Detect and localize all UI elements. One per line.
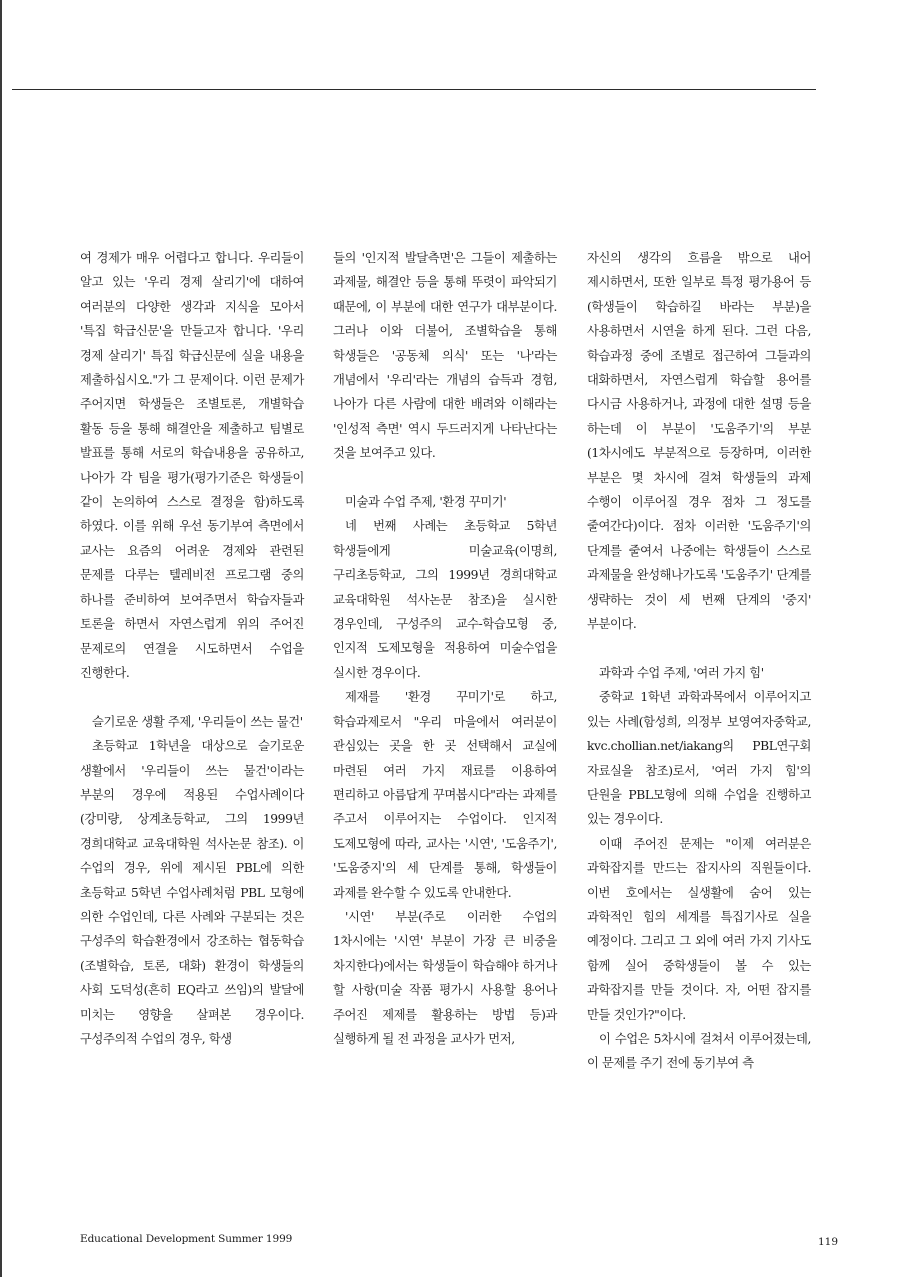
footer-page-number: 119	[818, 1236, 839, 1248]
body-paragraph: 초등학교 1학년을 대상으로 슬기로운 생활에서 '우리들이 쓰는 물건'이라는 부분의 경우에 적용된 수업사례이다(강미량, 상계초등학교, 그의 1999년 경희대학교 교육대학원 석사논문 참조). 이 수업의 경우, 위에 제시된 PBL에 의한 초등학교 5학년 수업사례처럼 PBL 모형에 의한 수업인데, 다른 사례와 구분되는 것은 구성주의 학습환경에서 강조하는 협동학습(조별학습, 토론, 대화) 환경이 학생들의 사회 도덕성(흔히 EQ라고 쓰임)의 발달에 미치는 영향을 살펴본 경우이다. 구성주의적 수업의 경우, 학생	[80, 739, 304, 1046]
paragraph-spacer	[80, 685, 304, 709]
body-paragraph: 네 번째 사례는 초등학교 5학년 학생들에게 미술교육(이명희, 구리초등학교, 그의 1999년 경희대학교 교육대학원 석사논문 참조)을 실시한 경우인데, 구성주의 교수-학습모형 중, 인지적 도제모형을 적용하여 미술수업을 실시한 경우이다.	[333, 519, 557, 680]
body-paragraph: 이 수업은 5차시에 걸쳐서 이루어졌는데, 이 문제를 주기 전에 동기부여 측	[587, 1031, 811, 1071]
section-heading: 과학과 수업 주제, '여러 가지 힘'	[599, 665, 764, 680]
text-column-3	[587, 246, 811, 1076]
body-paragraph: '시연' 부분(주로 이러한 수업의 1차시에는 '시연' 부분이 가장 큰 비중을 차지한다)에서는 학생들이 학습해야 하거나 할 사항(미술 작품 평가시 사용할 용어나 주어진 제제를 활용하는 방법 등)과 실행하게 될 전 과정을 교사가 먼저,	[333, 909, 557, 1046]
body-paragraph: 이때 주어진 문제는 "이제 여러분은 과학잡지를 만드는 잡지사의 직원들이다. 이번 호에서는 실생활에 숨어 있는 과학적인 힘의 세계를 특집기사로 실을 예정이다. 그리고 그 외에 여러 가지 기사도 함께 실어 중학생들이 볼 수 있는 과학잡지를 만들 것이다. 자, 어떤 잡지를 만들 것인가?"이다.	[587, 836, 811, 1022]
footer-journal-name: Educational Development Summer 1999	[80, 1233, 293, 1245]
body-paragraph: 자신의 생각의 흐름을 밖으로 내어 제시하면서, 또한 일부로 특정 평가용어 등(학생들이 학습하길 바라는 부분)을 사용하면서 시연을 하게 된다. 그런 다음, 학습과정 중에 조별로 접근하여 그들과의 대화하면서, 자연스럽게 학습할 용어를 다시금 사용하거나, 과정에 대한 설명 등을 하는데 이 부분이 '도움주기'의 부분(1차시에도 부분적으로 등장하며, 이러한 부분은 몇 차시에 걸쳐 학생들의 과제 수행이 이루어질 경우 점차 그 정도를 줄여간다)이다. 점차 이러한 '도움주기'의 단계를 줄여서 나중에는 학생들이 스스로 과제물을 완성해나가도록 '도움주기' 단계를 생략하는 것이 세 번째 단계의 '중지' 부분이다.	[587, 251, 811, 632]
section-heading: 슬기로운 생활 주제, '우리들이 쓰는 물건'	[92, 714, 303, 729]
section-heading: 미술과 수업 주제, '환경 꾸미기'	[345, 495, 507, 510]
paragraph-spacer	[587, 637, 811, 661]
body-paragraph: 제재를 '환경 꾸미기'로 하고, 학습과제로서 "우리 마을에서 여러분이 관심있는 곳을 한 곳 선택해서 교실에 마련된 여러 가지 재료를 이용하여 편리하고 아름답게 꾸며봅시다"라는 과제를 주고서 이루어지는 수업이다. 인지적 도제모형에 따라, 교사는 '시연', '도움주기', '도움중지'의 세 단계를 통해, 학생들이 과제를 완수할 수 있도록 안내한다.	[333, 690, 557, 900]
body-paragraph: 들의 '인지적 발달측면'은 그들이 제출하는 과제물, 해결안 등을 통해 뚜렷이 파악되기 때문에, 이 부분에 대한 연구가 대부분이다. 그러나 이와 더불어, 조별학습을 통해 학생들은 '공동체 의식' 또는 '나'라는 개념에서 '우리'라는 개념의 습득과 경험, 나아가 다른 사람에 대한 배려와 이해라는 '인성적 측면' 역시 두드러지게 나타난다는 것을 보여주고 있다.	[333, 251, 557, 461]
body-paragraph: 중학교 1학년 과학과목에서 이루어지고 있는 사례(함성희, 의정부 보영여자중학교, kvc.chollian.net/iakang의 PBL연구회 자료실을 참조)로서, '여러 가지 힘'의 단원을 PBL모형에 의해 수업을 진행하고 있는 경우이다.	[587, 690, 811, 827]
page-edge-shadow	[0, 0, 2, 1277]
text-column-2	[333, 246, 557, 1051]
body-paragraph: 여 경제가 매우 어렵다고 합니다. 우리들이 알고 있는 '우리 경제 살리기'에 대하여 여러분의 다양한 생각과 지식을 모아서 '특집 학급신문'을 만들고자 합니다. '우리 경제 살리기' 특집 학급신문에 실을 내용을 제출하십시오."가 그 문제이다. 이런 문제가 주어지면 학생들은 조별토론, 개별학습 활동 등을 통해 해결안을 제출하고 팀별로 발표를 통해 서로의 학습내용을 공유하고, 나아가 각 팀을 평가(평가기준은 학생들이 같이 논의하여 스스로 결정을 함)하도록 하였다. 이를 위해 우선 동기부여 측면에서 교사는 요즘의 어려운 경제와 관련된 문제를 다루는 텔레비전 프로그램 중의 하나를 준비하여 보여주면서 학습자들과 토론을 하면서 자연스럽게 위의 주어진 문제로의 연결을 시도하면서 수업을 진행한다.	[80, 251, 304, 680]
text-column-1	[80, 246, 304, 1051]
header-rule	[12, 89, 816, 90]
paragraph-spacer	[333, 466, 557, 490]
